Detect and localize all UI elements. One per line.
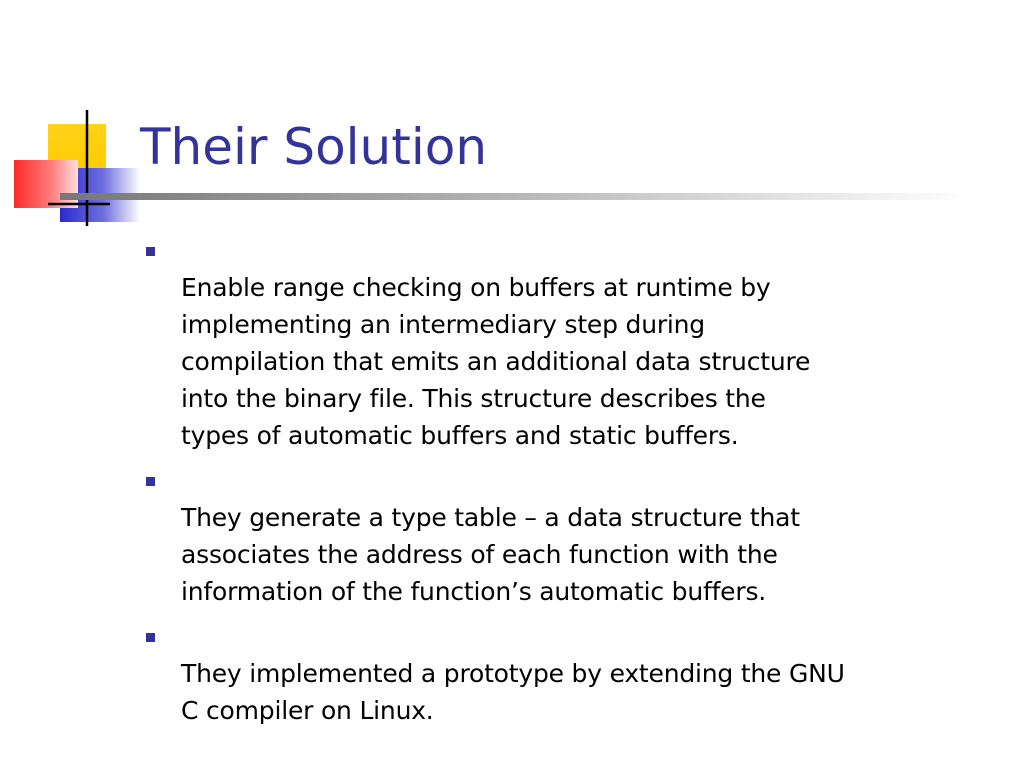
bullet-text: They implemented a prototype by extending the GNU C compiler on Linux. [181,659,845,725]
bullet-item [140,232,1000,454]
decorative-squares-ornament [0,0,150,240]
bullet-text: They generate a type table – a data structure that associates the address of each function with the information of the function’s automatic buffers. [181,503,800,606]
bullet-item [140,618,1000,729]
bullet-list [140,232,1000,737]
red-square [14,160,78,208]
title-divider [60,193,970,200]
bullet-item [140,462,1000,610]
square-bullet-icon [146,477,155,486]
square-bullet-icon [146,247,155,256]
slide-title: Their Solution [140,118,488,176]
bullet-text: Enable range checking on buffers at runtime by implementing an intermediary step during compilation that emits an additional data structure into the binary file. This structure describes the types of automatic buffers and static buffers. [181,273,811,450]
square-bullet-icon [146,633,155,642]
